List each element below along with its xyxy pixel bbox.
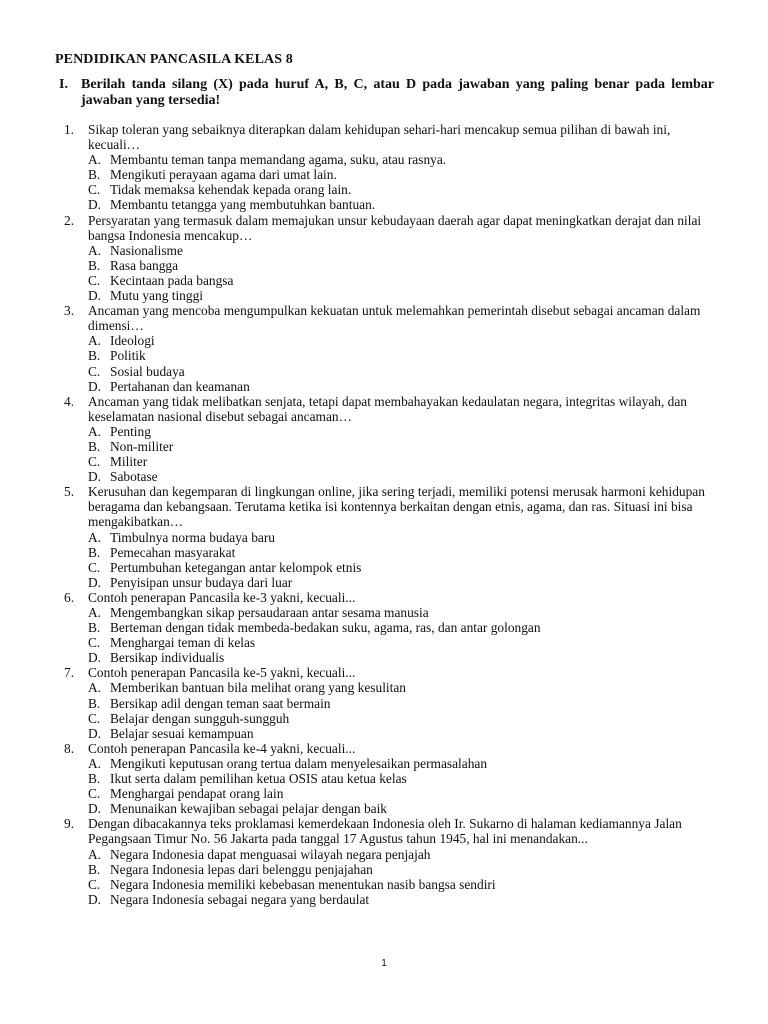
option-text: Ideologi — [110, 333, 155, 349]
option-b — [88, 348, 724, 363]
option-a — [88, 152, 724, 167]
question-6 — [64, 590, 724, 665]
option-text: Non-militer — [110, 438, 174, 454]
question-text: Contoh penerapan Pancasila ke-4 yakni, kecuali... — [88, 740, 356, 756]
option-text: Belajar sesuai kemampuan — [110, 725, 254, 741]
option-letter: B. — [88, 348, 101, 364]
option-text: Politik — [110, 348, 146, 364]
option-b — [88, 696, 724, 711]
option-a — [88, 530, 724, 545]
option-text: Negara Indonesia dapat menguasai wilayah negara penjajah — [110, 846, 431, 862]
option-text: Mengikuti keputusan orang tertua dalam menyelesaikan permasalahan — [110, 755, 488, 771]
option-text: Militer — [110, 454, 148, 470]
option-letter: C. — [88, 272, 101, 288]
option-text: Mengikuti perayaan agama dari umat lain. — [110, 167, 337, 183]
option-letter: D. — [88, 469, 102, 485]
option-letter: D. — [88, 288, 102, 304]
question-number: 8. — [64, 740, 75, 756]
option-letter: A. — [88, 423, 102, 439]
option-text: Kecintaan pada bangsa — [110, 272, 234, 288]
option-c — [88, 273, 724, 288]
option-letter: A. — [88, 152, 102, 168]
page-title: PENDIDIKAN PANCASILA KELAS 8 — [55, 52, 293, 67]
option-text: Timbulnya norma budaya baru — [110, 529, 276, 545]
option-letter: C. — [88, 635, 101, 651]
option-letter: B. — [88, 257, 101, 273]
question-text: Dengan dibacakannya teks proklamasi kemerdekaan Indonesia oleh Ir. Sukarno di halaman kediamannya Jalan Pegangsaan Timur No. 56 Jakarta pada tanggal 17 Agustus tahun 1945, hal ini menandakan... — [88, 816, 682, 847]
option-text: Pertahanan dan keamanan — [110, 378, 250, 394]
question-1 — [64, 122, 724, 213]
option-d — [88, 379, 724, 394]
option-text: Menghargai pendapat orang lain — [110, 786, 284, 802]
option-text: Sosial budaya — [110, 363, 185, 379]
option-text: Bersikap adil dengan teman saat bermain — [110, 695, 331, 711]
option-letter: C. — [88, 710, 101, 726]
page-number: 1 — [381, 958, 387, 969]
question-text: Persyaratan yang termasuk dalam memajukan unsur kebudayaan daerah agar dapat meningkatkan derajat dan nilai bangsa Indonesia mencakup… — [88, 212, 702, 243]
option-a — [88, 847, 724, 862]
option-letter: A. — [88, 755, 102, 771]
question-list — [64, 122, 724, 907]
option-letter: C. — [88, 876, 101, 892]
question-3 — [64, 303, 724, 394]
option-b — [88, 439, 724, 454]
question-7 — [64, 665, 724, 740]
option-letter: A. — [88, 846, 102, 862]
option-letter: C. — [88, 559, 101, 575]
instruction — [59, 77, 714, 109]
option-a — [88, 333, 724, 348]
option-text: Negara Indonesia lepas dari belenggu penjajahan — [110, 861, 373, 877]
option-letter: A. — [88, 605, 102, 620]
option-b — [88, 545, 724, 560]
option-d — [88, 469, 724, 484]
question-number: 3. — [64, 303, 75, 319]
option-b — [88, 862, 724, 877]
question-8 — [64, 741, 724, 816]
question-text: Sikap toleran yang sebaiknya diterapkan dalam kehidupan sehari-hari mencakup semua pilihan di bawah ini, kecuali… — [88, 122, 671, 153]
option-a — [88, 756, 724, 771]
option-letter: D. — [88, 197, 102, 213]
option-text: Mutu yang tinggi — [110, 288, 203, 304]
option-text: Tidak memaksa kehendak kepada orang lain. — [110, 182, 352, 198]
option-d — [88, 288, 724, 303]
option-letter: D. — [88, 725, 102, 741]
option-text: Memberikan bantuan bila melihat orang yang kesulitan — [110, 680, 406, 696]
instruction-number: I. — [59, 77, 68, 92]
option-a — [88, 680, 724, 695]
option-letter: B. — [88, 771, 101, 787]
question-number: 9. — [64, 816, 75, 832]
option-letter: C. — [88, 363, 101, 379]
question-text: Ancaman yang mencoba mengumpulkan kekuatan untuk melemahkan pemerintah disebut sebagai ancaman dalam dimensi… — [88, 303, 701, 334]
question-text: Contoh penerapan Pancasila ke-3 yakni, kecuali... — [88, 589, 356, 605]
option-text: Sabotase — [110, 469, 158, 485]
option-text: Mengembangkan sikap persaudaraan antar sesama manusia — [110, 605, 429, 620]
option-letter: C. — [88, 454, 101, 470]
option-letter: D. — [88, 650, 102, 666]
option-c — [88, 364, 724, 379]
option-d — [88, 197, 724, 212]
question-number: 6. — [64, 589, 75, 605]
option-text: Membantu tetangga yang membutuhkan bantuan. — [110, 197, 376, 213]
option-text: Membantu teman tanpa memandang agama, suku, atau rasnya. — [110, 152, 447, 168]
question-4 — [64, 394, 724, 485]
option-a — [88, 605, 724, 620]
question-number: 1. — [64, 122, 75, 137]
question-number: 4. — [64, 393, 75, 409]
option-d — [88, 801, 724, 816]
question-number: 7. — [64, 665, 75, 681]
option-c — [88, 182, 724, 197]
question-text: Ancaman yang tidak melibatkan senjata, tetapi dapat membahayakan kedaulatan negara, integritas wilayah, dan keselamatan nasional disebut sebagai ancaman… — [88, 393, 687, 424]
option-d — [88, 575, 724, 590]
option-text: Rasa bangga — [110, 257, 179, 273]
question-2 — [64, 213, 724, 304]
option-letter: B. — [88, 695, 101, 711]
option-letter: B. — [88, 861, 101, 877]
option-text: Penyisipan unsur budaya dari luar — [110, 574, 293, 590]
option-letter: B. — [88, 438, 101, 454]
option-c — [88, 635, 724, 650]
option-letter: B. — [88, 544, 101, 560]
option-text: Ikut serta dalam pemilihan ketua OSIS atau ketua kelas — [110, 771, 407, 787]
option-text: Menunaikan kewajiban sebagai pelajar dengan baik — [110, 801, 387, 817]
instruction-text: Berilah tanda silang (X) pada huruf A, B, C, atau D pada jawaban yang paling benar pada lembar jawaban yang tersedia! — [81, 77, 714, 108]
question-number: 2. — [64, 212, 75, 228]
option-letter: A. — [88, 529, 102, 545]
option-letter: D. — [88, 378, 102, 394]
option-text: Bersikap individualis — [110, 650, 225, 666]
option-c — [88, 454, 724, 469]
option-letter: D. — [88, 574, 102, 590]
option-b — [88, 258, 724, 273]
question-number: 5. — [64, 484, 75, 500]
option-text: Pertumbuhan ketegangan antar kelompok etnis — [110, 559, 362, 575]
option-letter: A. — [88, 242, 102, 258]
option-letter: A. — [88, 333, 102, 349]
option-letter: B. — [88, 167, 101, 183]
option-d — [88, 892, 724, 907]
option-text: Penting — [110, 423, 151, 439]
option-text: Negara Indonesia sebagai negara yang berdaulat — [110, 891, 370, 907]
question-text: Kerusuhan dan kegemparan di lingkungan online, jika sering terjadi, memiliki potensi merusak harmoni kehidupan beragama dan kebangsaan. Terutama ketika isi kontennya berkaitan dengan etnis, agama, dan ras. Situasi ini bisa mengakibatkan… — [88, 484, 705, 530]
option-a — [88, 424, 724, 439]
option-d — [88, 650, 724, 665]
question-9 — [64, 816, 724, 907]
option-d — [88, 726, 724, 741]
option-letter: B. — [88, 620, 101, 636]
option-text: Menghargai teman di kelas — [110, 635, 256, 651]
option-b — [88, 620, 724, 635]
option-c — [88, 560, 724, 575]
option-text: Negara Indonesia memiliki kebebasan menentukan nasib bangsa sendiri — [110, 876, 496, 892]
option-a — [88, 243, 724, 258]
option-letter: D. — [88, 801, 102, 817]
option-letter: C. — [88, 182, 101, 198]
question-5 — [64, 484, 724, 590]
option-b — [88, 167, 724, 182]
option-b — [88, 771, 724, 786]
option-text: Berteman dengan tidak membeda-bedakan suku, agama, ras, dan antar golongan — [110, 620, 541, 636]
option-text: Nasionalisme — [110, 242, 183, 258]
option-letter: A. — [88, 680, 102, 696]
option-c — [88, 711, 724, 726]
option-letter: D. — [88, 891, 102, 907]
question-text: Contoh penerapan Pancasila ke-5 yakni, kecuali... — [88, 665, 356, 681]
option-text: Belajar dengan sungguh-sungguh — [110, 710, 290, 726]
option-c — [88, 786, 724, 801]
option-text: Pemecahan masyarakat — [110, 544, 236, 560]
option-c — [88, 877, 724, 892]
option-letter: C. — [88, 786, 101, 802]
